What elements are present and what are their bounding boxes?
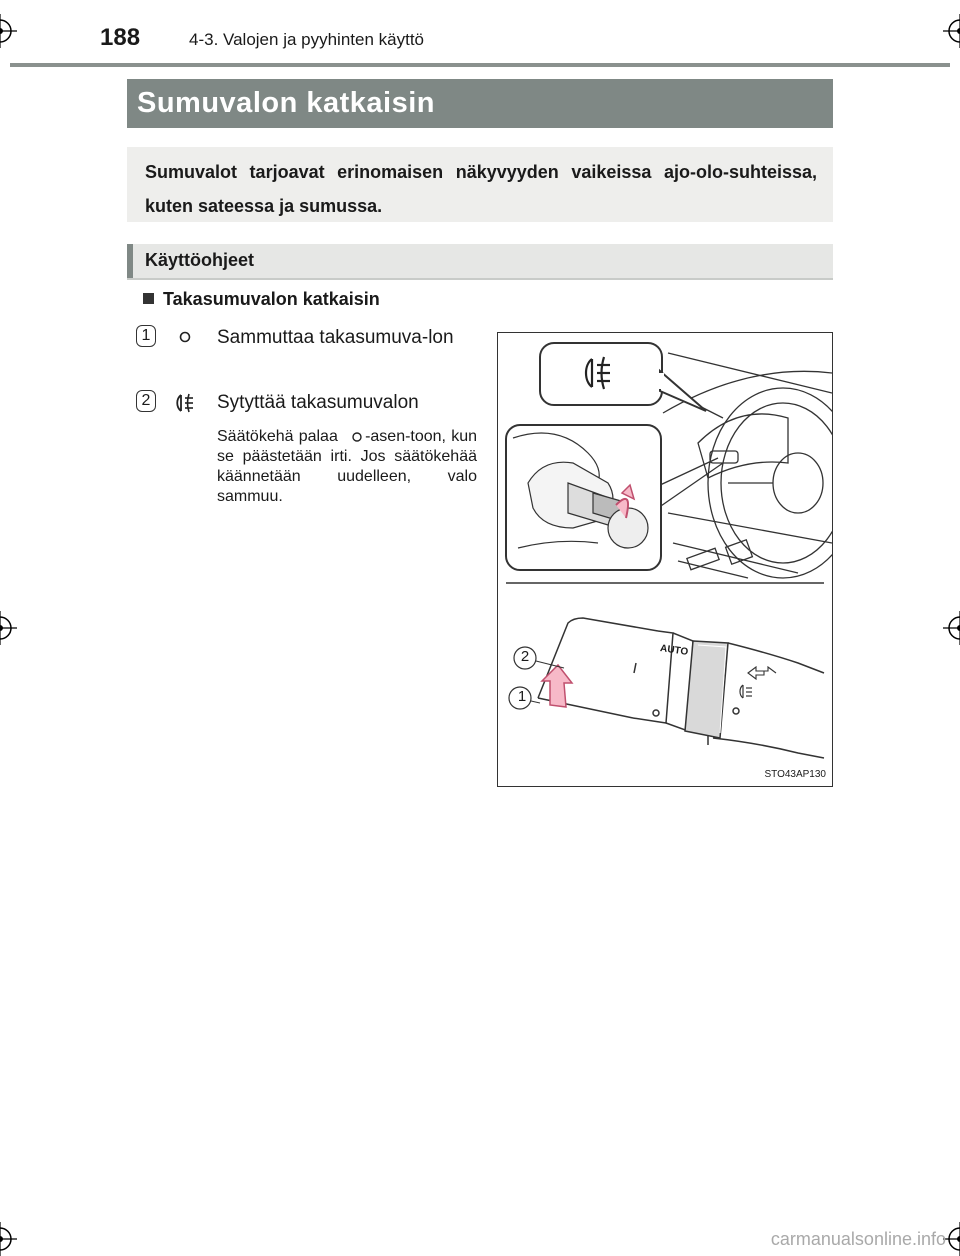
- note-text-after: -asen-toon, kun se päästetään irti. Jos säätökehää käännetään uudelleen, valo sammuu.: [217, 428, 477, 505]
- section-subheader: [127, 244, 833, 280]
- note-text-before: Säätökehä palaa: [217, 428, 338, 445]
- registration-mark-icon: [943, 14, 960, 48]
- figure-code: STO43AP130: [764, 769, 826, 780]
- figure-label-1: 1: [517, 688, 527, 705]
- header-divider: [10, 63, 950, 67]
- auto-switch-label: AUTO: [659, 643, 689, 658]
- bullet-heading: [143, 289, 380, 310]
- bullet-heading-text: Takasumuvalon katkaisin: [163, 289, 380, 309]
- item-2-text: Sytyttää takasumuvalon: [217, 392, 419, 413]
- registration-mark-icon: [943, 611, 960, 645]
- off-circle-icon: [178, 330, 192, 344]
- page-title: Sumuvalon katkaisin: [127, 79, 833, 128]
- step-number-1: 1: [136, 325, 156, 347]
- off-circle-icon: [343, 430, 365, 444]
- figure-label-2: 2: [520, 648, 530, 665]
- watermark[interactable]: carmanualsonline.info: [770, 1229, 946, 1249]
- page-number: 188: [100, 24, 141, 51]
- item-1-text: Sammuttaa takasumuva-lon: [217, 327, 454, 348]
- section-reference: 4-3. Valojen ja pyyhinten käyttö: [189, 30, 424, 49]
- intro-text: Sumuvalot tarjoavat erinomaisen näkyvyyden vaikeissa ajo-olo-suhteissa, kuten sateessa ja sumussa.: [127, 147, 833, 222]
- dashboard-illustration: [498, 333, 832, 786]
- step-number-2: 2: [136, 390, 156, 412]
- rear-fog-light-icon: [174, 391, 202, 415]
- fog-switch-illustration: [497, 332, 833, 787]
- square-bullet-icon: [143, 293, 154, 304]
- subheader-accent-bar: [127, 244, 133, 278]
- registration-mark-icon: [0, 14, 17, 48]
- registration-mark-icon: [0, 611, 17, 645]
- registration-mark-icon: [0, 1222, 17, 1256]
- note-text: [217, 427, 477, 507]
- subheader-label: Käyttöohjeet: [145, 250, 255, 270]
